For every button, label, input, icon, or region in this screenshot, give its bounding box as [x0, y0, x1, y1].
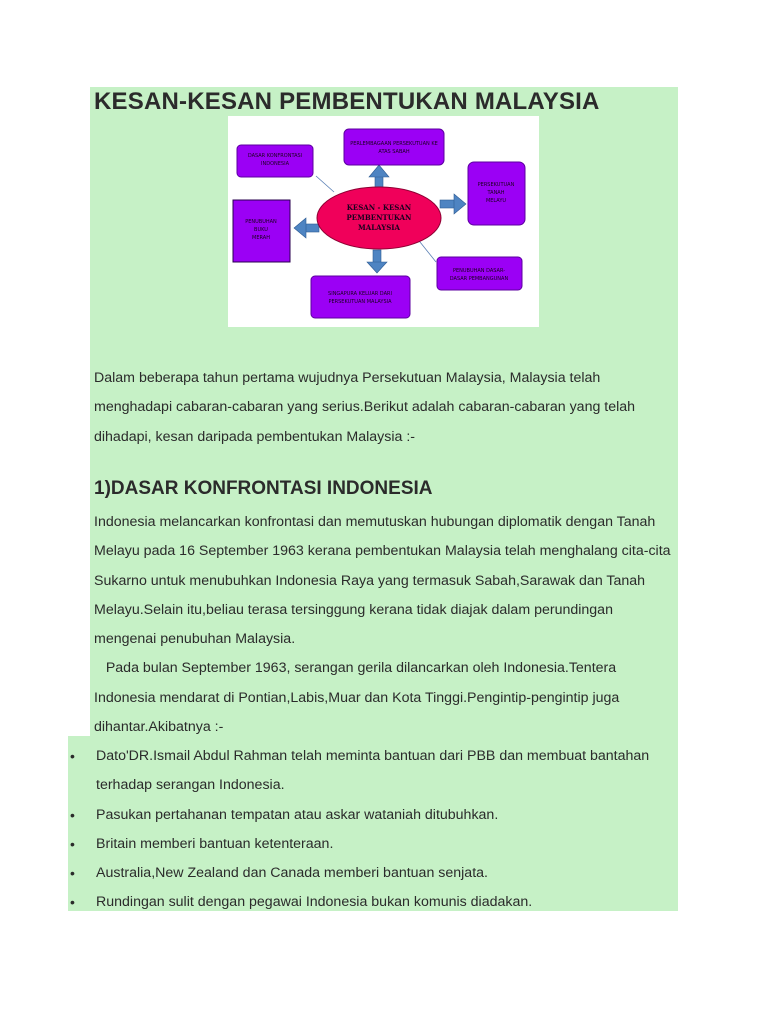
intro-paragraph	[94, 364, 635, 452]
consequence-list	[68, 742, 678, 918]
intro-line: Dalam beberapa tahun pertama wujudnya Persekutuan Malaysia, Malaysia telah	[94, 370, 601, 386]
arrow-down	[367, 250, 387, 273]
box-bottom-line-2: PERSEKUTUAN MALAYSIA	[328, 299, 392, 305]
list-item	[68, 859, 678, 888]
section-body	[94, 508, 671, 742]
box-left-top-line-1: DASAR KONFRONTASI	[247, 153, 303, 159]
box-bottom	[311, 276, 410, 318]
box-right-line-1: PERSEKUTUAN	[477, 182, 515, 188]
box-left-line-1: PENUBUHAN	[245, 219, 277, 225]
list-item-continuation: terhadap serangan Indonesia.	[96, 777, 285, 794]
intro-line: dihadapi, kesan daripada pembentukan Malaysia :-	[94, 428, 415, 445]
body-line: Indonesia mendarat di Pontian,Labis,Muar dan Kota Tinggi.Pengintip-pengintip juga	[94, 689, 620, 706]
connector-line	[316, 176, 334, 192]
body-line: mengenai penubuhan Malaysia.	[94, 631, 296, 648]
center-line-2: PEMBENTUKAN	[346, 213, 412, 222]
bullet-icon: •	[70, 748, 75, 764]
box-bottom-line-1: SINGAPURA KELUAR DARI	[328, 291, 392, 297]
list-item-text: Britain memberi bantuan ketenteraan.	[96, 835, 334, 852]
box-right-bottom-line-1: PENUBUHAN DASAR-	[452, 268, 506, 274]
effects-diagram	[228, 116, 539, 327]
box-top-line-1: PERLEMBAGAAN PERSEKUTUAN KE	[350, 141, 438, 147]
body-line: Melayu.Selain itu,beliau terasa tersinggung kerana tidak diajak dalam perundingan	[94, 601, 613, 618]
center-line-3: MALAYSIA	[358, 223, 400, 232]
body-line: Melayu pada 16 September 1963 kerana pembentukan Malaysia telah menghalang cita-cita	[94, 543, 671, 560]
box-left-line-2: BUKU	[254, 227, 268, 233]
list-item-text: Australia,New Zealand dan Canada memberi bantuan senjata.	[96, 865, 488, 882]
arrow-right	[440, 194, 466, 214]
list-item	[68, 888, 678, 917]
section-heading: 1)DASAR KONFRONTASI INDONESIA	[94, 478, 433, 499]
box-right-line-2: TANAH	[487, 190, 505, 196]
list-item-text: Pasukan pertahanan tempatan atau askar wataniah ditubuhkan.	[96, 806, 499, 823]
arrow-left	[294, 218, 319, 238]
page-title: KESAN-KESAN PEMBENTUKAN MALAYSIA	[94, 88, 600, 115]
intro-line: menghadapi cabaran-cabaran yang serius.Berikut adalah cabaran-cabaran yang telah	[94, 399, 636, 416]
center-line-1: KESAN - KESAN	[346, 203, 412, 212]
bullet-icon: •	[70, 835, 75, 852]
list-item	[68, 742, 678, 801]
list-item-text: Dato'DR.Ismail Abdul Rahman telah meminta bantuan dari PBB dan membuat bantahan	[96, 748, 650, 764]
box-right-line-3: MELAYU	[485, 198, 507, 204]
box-right-bottom-line-2: DASAR PEMBANGUNAN	[449, 276, 509, 282]
box-left-top-line-2: INDONESIA	[261, 161, 289, 167]
list-item-text: Rundingan sulit dengan pegawai Indonesia bukan komunis diadakan.	[96, 894, 533, 911]
bullet-icon: •	[70, 806, 75, 823]
list-item	[68, 801, 678, 830]
body-line: Pada bulan September 1963, serangan gerila dilancarkan oleh Indonesia.Tentera	[94, 660, 617, 677]
bullet-icon: •	[70, 865, 75, 882]
list-item	[68, 830, 678, 859]
box-top	[344, 129, 444, 165]
body-line: dihantar.Akibatnya :-	[94, 719, 224, 736]
box-top-line-2: ATAS SABAH	[378, 149, 410, 155]
box-left-line-3: MERAH	[252, 235, 270, 241]
bullet-icon: •	[70, 894, 75, 911]
body-line: Indonesia melancarkan konfrontasi dan memutuskan hubungan diplomatik dengan Tanah	[94, 514, 656, 530]
body-line: Sukarno untuk menubuhkan Indonesia Raya yang termasuk Sabah,Sarawak dan Tanah	[94, 572, 646, 589]
